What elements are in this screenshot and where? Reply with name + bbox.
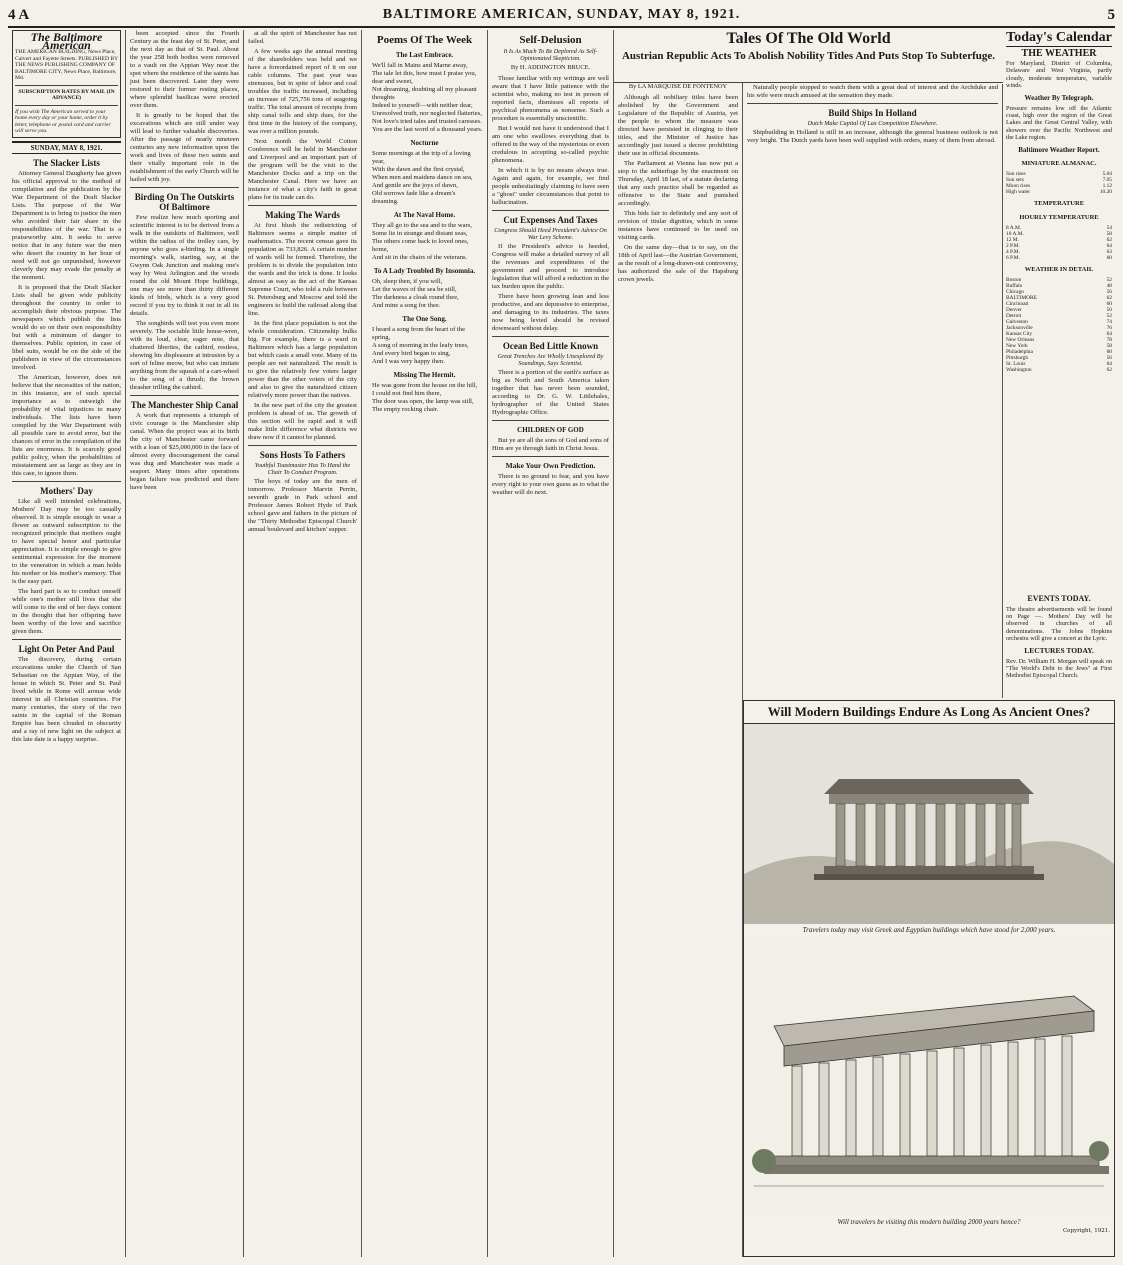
table-row: 2 P.M. 64: [1006, 243, 1112, 250]
poem-line: The others come back to loved ones, home,: [372, 238, 469, 253]
paragraph: The boys of today are the men of tomorrow. Professor Marvin Perrin, seventh grade in Park school and Professor James Robert Hyde of Park school gave and fathers in the picture of the "Thirty Methodist Episcopal Church' annual boulevard and kitchen' supper.: [248, 478, 357, 533]
almanac-table: [1006, 171, 1112, 195]
picture-caption-2: Will travelers be visiting this modern building 2000 years hence?: [837, 1218, 1021, 1226]
table-row: Philadelphia 60: [1006, 349, 1112, 356]
poem-title: The One Song.: [402, 315, 447, 323]
table-row: Moon rises 1.12: [1006, 183, 1112, 190]
poem-line: Not dreaming, doubting all my pleasant thoughts: [372, 86, 477, 101]
page-header: [8, 4, 1115, 28]
poem-line: And gentle are the joys of dawn,: [372, 182, 458, 189]
poem-line: We'll fall in Mains and Marne away,: [372, 62, 468, 69]
tales-header: [614, 30, 1003, 83]
poem-line: And mine a song for thee.: [372, 302, 441, 309]
lectures-text: Rev. Dr. William H. Morgan will speak on "The World's Debt to the Jews" at First Methodist Episcopal Church.: [1006, 658, 1112, 680]
column-4-poems: [362, 30, 488, 1257]
headline-build-ships: Build Ships In Holland: [828, 108, 917, 118]
paragraph: Like all well intended celebrations, Mothers' Day may be too casually observed. It is simple enough to wear a flower as outward subscription to the recognized principle that mothers ought to have special honor and particular appreciation. It is simple enough to give sentimental expression for the moment to the veneration in which a man holds his mother or his mother's memory. That is the easy part.: [12, 497, 121, 585]
calendar-title: Today's Calendar: [1006, 30, 1112, 45]
page-number: 4 A: [8, 6, 30, 23]
subscription-rates: SUBSCRIPTION RATES BY MAIL (IN ADVANCE): [18, 88, 115, 101]
telegraph-title: Weather By Telegraph.: [1024, 94, 1094, 103]
almanac-title: MINIATURE ALMANAC.: [1021, 160, 1097, 168]
poem-line: Some lie in strange and distant seas,: [372, 230, 468, 237]
table-row: St. Louis 64: [1006, 361, 1112, 368]
headline-mothers-day: Mothers' Day: [40, 485, 93, 496]
column-3: [244, 30, 362, 1257]
headline-birding: Birding On The Outskirts Of Baltimore: [134, 192, 235, 212]
table-row: Jacksonville 76: [1006, 325, 1112, 332]
paragraph: The Parliament at Vienna has now put a stop to the subterfuge by the enactment on Thursday, April 18 last, of a statute declaring that any such practice shall be regarded as offensive to the State and punished accordingly.: [618, 160, 738, 207]
paragraph: The songbirds will test you even more severely. The sociable little house-wren, with its loud, clear, eager note, that chattered liberties, the catbird, restless, showing his displeasure at intrusion by a sort of feline meow, but who can imitate anything from the squeak of a cart-wheel to the song of a thrush; the brown thrasher trilling the cathird.: [130, 320, 239, 391]
table-row: Sun sets 7.05: [1006, 177, 1112, 184]
byline: By LA MARQUISE DE FONTENOY: [628, 83, 728, 90]
headline-tales: Tales Of The Old World: [726, 30, 891, 47]
hourly-table: [1006, 225, 1112, 261]
byline: By H. ADDINGTON BRUCE.: [510, 64, 591, 71]
cities-table: [1006, 277, 1112, 373]
paper-name: The Baltimore American: [30, 30, 103, 52]
paragraph: At first blush the redistricting of Baltimore seems a simple matter of mathematics. The recent census gave its population as 733,826. A certain number of wards will be formed. Therefore, the problem is to divide the population into the wards and the trick is done. It looks almost as easy as the act of the Kansas Supreme Court, who told a rule between St. Petersburg and Moscow and told the engineers to build the railroad along that line.: [248, 222, 357, 317]
poem-line: Not love's tried tales and trusted caresses.: [372, 118, 482, 125]
delivery-notice: If you wish The American served to your home every day or your home, order it by letter, telephone or postal card and carrier will serve you.: [15, 108, 111, 134]
paragraph: It is proposed that the Draft Slacker Lists shall be given wide publicity throughout the country in order to accomplish their obvious purpose. The newspapers which publish the lists would do so on their own responsibility but with a minimum of danger to themselves. Public opinion, in case of libel suits, would be on the side of the publishers in view of the circumstances involved.: [12, 283, 121, 371]
table-row: New York 58: [1006, 343, 1112, 350]
poem-title: Missing The Hermit.: [393, 371, 456, 379]
paragraph: A work that represents a triumph of civic courage is the Manchester ship canal. When the project was at its birth the city of Manchester came forward with a loan of $25,000,000 in the face of almost every discouragement the canal was dug and Manchester was made a seaport. Many times after operations began failure was predicted and there have been: [130, 412, 239, 491]
paragraph: The discovery, during certain excavations under the Church of San Sebastian on the Appian Way, of the house in which St. Peter and St. Paul lived while in Rome will arouse wide interest in all Christian countries. For many centuries, the story of the two saints in the capital of the Roman Empire has been clouded in obscurity and a ray of new light on the subject at this late date is a happy surprise.: [12, 655, 121, 743]
paragraph: But ye are all the sons of God and sons of Him are ye through faith in Christ Jesus.: [492, 437, 609, 452]
table-row: 10 A.M. 58: [1006, 231, 1112, 238]
poem-line: A song of morning in the leafy trees,: [372, 342, 469, 349]
poem-line: And every bird began to sing,: [372, 350, 451, 357]
editorial-date: SUNDAY, MAY 8, 1921.: [12, 141, 121, 154]
subheadline: Congress Should Heed President's Advice On War Levy Scheme.: [494, 227, 607, 241]
poem-line: They all go to the sea and to the wars,: [372, 222, 472, 229]
headline-slacker-lists: The Slacker Lists: [33, 157, 100, 168]
poem-body: [366, 222, 483, 262]
table-row: Buffalo 48: [1006, 283, 1112, 290]
poem-body: [366, 278, 483, 310]
headline-sons-hosts: Sons Hosts To Fathers: [259, 450, 346, 460]
table-row: Washington 62: [1006, 367, 1112, 374]
poem-line: Unresolved truth, nor neglected flatteries,: [372, 110, 482, 117]
paragraph: Naturally people stopped to watch them with a great deal of interest and the Archduke and his wife were much amused at the sensation they made.: [747, 84, 998, 99]
table-row: Kansas City 64: [1006, 331, 1112, 338]
table-row: Cincinnati 60: [1006, 301, 1112, 308]
paragraph: been accepted since the Fourth Century as the feast day of St. Peter, and the next day as that of St. Paul. About the year 258 both bodies were removed to a vault on the Appian Way near the spot where the residence of the saints has just been discovered. Later they were restored to their former resting places, where splendid basilicas were erected over them.: [130, 30, 239, 109]
poem-line: Old sorrows fade like a dream's dreaming.: [372, 190, 456, 205]
column-5: [488, 30, 614, 1257]
paragraph: Those familiar with my writings are well aware that I have little patience with the scientist who, making no test in person of reported facts, dismisses all reports of psychical phenomena as nonsense. Such a procedure is essentially unscientific.: [492, 75, 609, 122]
subheadline: It Is As Much To Be Deplored As Self-Opinionated Skepticism.: [503, 48, 598, 62]
paragraph: at all the spirit of Manchester has not failed.: [248, 30, 357, 45]
paragraph: A few weeks ago the annual meeting of the shareholders was held and we have a foreordained report of it on our cable columns. The past year was strenuous, but in spite of labor and coal troubles the traffic increased, including an increase of 725,756 tons of seagoing traffic. The total amount of receipts from ship canal tolls and ship dues, for the first time in the history of the company, was over a million pounds.: [248, 48, 357, 135]
table-row: 4 P.M. 63: [1006, 249, 1112, 256]
modern-building-illustration: [744, 936, 1114, 1216]
table-row: Denver 50: [1006, 307, 1112, 314]
paragraph: Shipbuilding in Holland is still in an increase, although the general business outlook is not very bright. The Dutch yards have been well supplied with orders, many of them from abroad.: [747, 129, 998, 144]
table-row: Galveston 74: [1006, 319, 1112, 326]
subheadline-tales: Austrian Republic Acts To Abolish Nobility Titles And Puts Stop To Subterfuge.: [621, 50, 996, 62]
poem-line: I heard a song from the heart of the spring,: [372, 326, 466, 341]
poem-body: [366, 326, 483, 366]
paragraph: Few realize how much sporting and scientific interest is to be derived from a walk in the outskirts of Baltimore, well within the radius of the trolley cars, by anyone who goes a-birding. In a single morning's walk, starting, say, at the Gwynn Oak Junction and making one's way by West Arlington and the woods round the old Mount Hope buildings, one may see more than thirty different kinds of birds, which is a very good record if you try to think it out in all its details.: [130, 214, 239, 317]
poem-line: Oh, sleep then, if you will,: [372, 278, 443, 285]
poem-line: With the dawn and the first crystal,: [372, 166, 465, 173]
table-row: Chicago 56: [1006, 289, 1112, 296]
detail-title: WEATHER IN DETAIL: [1024, 266, 1094, 274]
paragraph: The hard part is so to conduct oneself while one's mother still lives that she will come to the end of her days content in the thought that her offspring have been worthy of the love and sacrifice given them.: [12, 587, 121, 635]
paragraph: Attorney General Daugherty has given his official approval to the method of compilation and the publication by the War Department of the Draft Slacker Lists. The purpose of the War Department is to bring to justice the men who avoided their fair share in the responsibilities of the war. That is a praiseworthy aim. It seeks to serve notice that in any future war the men who desert the country in her hour of need will not go unpunished, however cleverly they may evade the penalty at the moment.: [12, 169, 121, 281]
paper-masthead: [12, 30, 121, 138]
column-6-right: [743, 84, 1003, 698]
events-box: [1003, 590, 1115, 698]
table-row: BALTIMORE 62: [1006, 295, 1112, 302]
greek-temple-illustration: [744, 724, 1114, 924]
table-row: 12 M. 62: [1006, 237, 1112, 244]
table-row: Pittsburgh 56: [1006, 355, 1112, 362]
table-row: Sun rises 5.04: [1006, 171, 1112, 178]
poem-line: Some mornings at the trip of a loving year,: [372, 150, 471, 165]
poem-body: [366, 150, 483, 206]
paragraph: This bids fair to definitely end any sort of revision of titular dignities, which in some instances have continued to be used on visiting cards.: [618, 210, 738, 241]
paragraph: In which it is by no means always true. Again and again, for example, we find people unhesitatingly claiming to have seen a "ghost" under circumstances that point to hallucination.: [492, 167, 609, 206]
events-text: The theatre advertisements will be found on Page —. Mothers' Day will be observed in churches of all denominations. The Johns Hopkins orchestra will give a concert at the Lyric.: [1006, 606, 1112, 642]
picture-caption-1: Travelers today may visit Greek and Egyptian buildings which have stood for 2,000 years.: [802, 926, 1056, 934]
column-1: [8, 30, 126, 1257]
paragraph: There have been growing lean and less productive, and are depressive to enterprise, and damaging to its industries. The taxes now being levied should be revised downward without delay.: [492, 293, 609, 332]
copyright: Copyright, 1921.: [1062, 1228, 1110, 1234]
paragraph: In the first place population is not the whole consideration. Citizenship bulks big. For example, there is a ward in Baltimore which has a large population but which casts a small vote. Many of its people are not naturalized. The result is to give the relatively few voters larger power than the other voters of the city and also to give the naturalized citizen relatively more power than the natives.: [248, 320, 357, 399]
masthead-dateline: BALTIMORE AMERICAN, SUNDAY, MAY 8, 1921.: [382, 7, 741, 22]
weather-title: THE WEATHER: [1021, 48, 1097, 59]
poem-title: Nocturne: [410, 139, 439, 147]
paragraph: There is no ground to fear, and you have every right to your own guess as to what the weather will do next.: [492, 473, 609, 496]
paragraph: It is greatly to be hoped that the excavations which are still under way will lead to further valuable discoveries. After the passage of nearly nineteen centuries any new information upon the work and lives of these two saints and their vitally important role in the establishment of the early Church will be hailed with joy.: [130, 112, 239, 183]
poem-line: You are the last word of a thousand years.: [372, 126, 483, 133]
subheadline: Great Trenches Are Wholly Unexplored By Soundings, Says Scientist.: [497, 353, 604, 367]
headline-ship-canal: The Manchester Ship Canal: [130, 400, 239, 410]
poem-line: When men and maidens dance on sea,: [372, 174, 473, 181]
table-row: High water 10.20: [1006, 189, 1112, 196]
table-row: 8 A.M. 54: [1006, 225, 1112, 232]
paragraph: The American, however, does not believe that the necessities of the nation, in this instance, are of such special importance as to outweigh the probability of vital injustices to many individuals. The lists have been compiled by the War Department with all possible care to avoid error, but the chances of error in the compilation of the lists are enormous. It is scarcely good public policy, when the probabilities of misstatement are as large as they are in this case, to ignore them.: [12, 373, 121, 477]
headline-children-of-god: CHILDREN OF GOD: [517, 426, 584, 434]
paragraph: On the same day—that is to say, on the 18th of April last—the Austrian Government, as the result of a long-drawn-out controversy, has authorized the sale of the Hapsburg crown jewels.: [618, 244, 738, 283]
headline-cut-expenses: Cut Expenses And Taxes: [503, 215, 598, 225]
paragraph: If the President's advice is heeded, Congress will make a detailed survey of all the revenues and expenditures of the government and proceed to introduce legislation that will afford a reduction in the tax burden upon the public.: [492, 243, 609, 290]
poem-line: I could not find him there,: [372, 390, 442, 397]
poem-line: And sit in the chairs of the veterans.: [372, 254, 468, 261]
events-title: EVENTS TODAY.: [1027, 594, 1091, 603]
subheadline: Dutch Make Capital Of Lax Competition Elsewhere.: [807, 120, 938, 127]
headline-ocean-bed: Ocean Bed Little Known: [502, 341, 599, 351]
paragraph: Although all nobiliary titles have been abolished by the Government and Legislature of the Republic of Austria, yet the people to whom the measure was directed have persisted in clinging to their titles, and the Minister of Justice has accordingly just issued a decree prohibiting their use in official documents.: [618, 94, 738, 157]
table-row: New Orleans 78: [1006, 337, 1112, 344]
hourly-title: HOURLY TEMPERATURE: [1019, 214, 1099, 222]
paragraph: In the new part of the city the greatest problem is ahead of us. The growth of this section will be rapid and it will make little difference what districts we draw now if it cannot be planned.: [248, 402, 357, 441]
poem-line: The door was open, the lamp was still,: [372, 398, 474, 405]
poem-line: Indeed to yourself—with neither dear,: [372, 102, 473, 109]
column-6-left: [614, 30, 743, 1257]
page-number-right: 5: [1107, 6, 1115, 23]
table-row: 6 P.M. 60: [1006, 255, 1112, 262]
poem-title: The Last Embrace.: [395, 51, 454, 59]
weather-forecast: For Maryland, District of Columbia, Delaware and West Virginia, partly cloudy, moderate temperature, variable winds.: [1006, 60, 1112, 89]
poem-line: And I was very happy then.: [372, 358, 445, 365]
paragraph: There is a portion of the earth's surface as big as North and South America taken together that has never been sounded, according to Dr. G. W. Littlehales, hydrographer of the United States Hydrographic Office.: [492, 369, 609, 416]
temperature-title: TEMPERATURE: [1033, 200, 1085, 208]
poem-line: He was gone from the house on the hill,: [372, 382, 478, 389]
poem-body: [366, 62, 483, 134]
picture-feature: [743, 700, 1115, 1257]
poem-line: The darkness a cloak round thee,: [372, 294, 459, 301]
lectures-title: LECTURES TODAY.: [1024, 646, 1094, 656]
paper-info: THE AMERICAN BUILDING, News Place, Calvert and Fayette Streets. PUBLISHED BY THE NEWS PUBLISHING COMPANY OF BALTIMORE CITY, News Place, Baltimore, Md.: [15, 49, 118, 81]
poem-line: The empty rocking chair.: [372, 406, 439, 413]
picture-title: Will Modern Buildings Endure As Long As Ancient Ones?: [744, 701, 1114, 724]
headline-self-delusion: Self-Delusion: [519, 34, 582, 46]
headline-peter-and-paul: Light On Peter And Paul: [18, 643, 115, 654]
report-title: Baltimore Weather Report.: [1018, 146, 1100, 155]
paragraph: Next month the World Cotton Conference will be held in Manchester and Liverpool and an important part of the program will be the visit to the Manchester Docks and a trip on the Manchester Canal. Here we have an instance of what a city's faith in great plans for its trade can do.: [248, 138, 357, 201]
column-2: [126, 30, 244, 1257]
poem-body: [366, 382, 483, 414]
poem-line: Let the waves of the sea be still,: [372, 286, 457, 293]
table-row: Boston 52: [1006, 277, 1112, 284]
poem-title: To A Lady Troubled By Insomnia.: [373, 267, 476, 275]
poem-title: At The Naval Home.: [393, 211, 456, 219]
paragraph: But I would not have it understood that I am one who swallows everything that is offered in the way of the mysterious or even credulous in accepting so-called psychic phenomena.: [492, 125, 609, 164]
table-row: Detroit 52: [1006, 313, 1112, 320]
headline-poems: Poems Of The Week: [376, 34, 473, 46]
poem-line: The tale let this, how must I praise you, dear and sweet,: [372, 70, 477, 85]
subheadline: Youthful Toastmaster Has To Hand the Chair To Conduct Program.: [254, 462, 351, 476]
headline-making-wards: Making The Wards: [265, 210, 340, 220]
headline-make-prediction: Make Your Own Prediction.: [505, 461, 596, 470]
telegraph-text: Pressure remains low off the Atlantic coast, high over the region of the Great Lakes and the Great Central Valley, with showers over the Pacific Northwest and the Lake region.: [1006, 105, 1112, 141]
